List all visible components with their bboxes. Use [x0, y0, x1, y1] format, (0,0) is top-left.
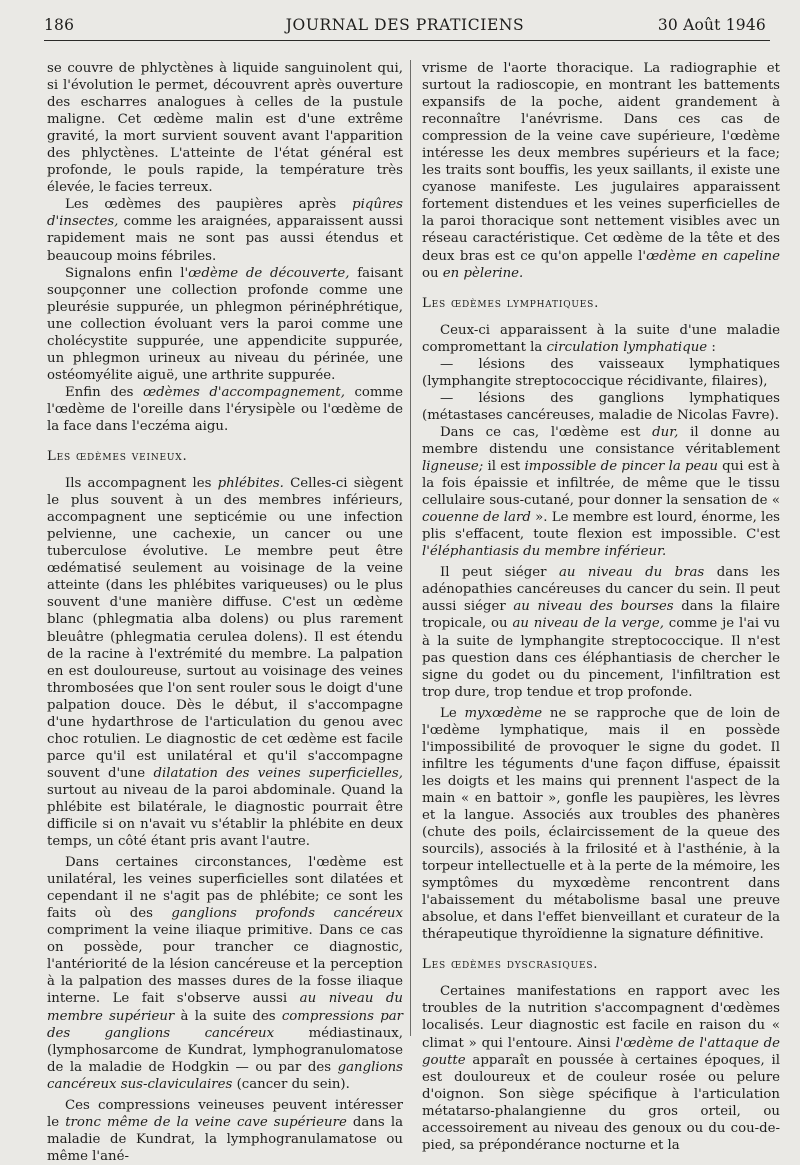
paragraph: vrisme de l'aorte thoracique. La radiographie et surtout la radioscopie, en montrant les battements expansifs de la poche, aident grandement à reconnaître l'anévrisme. Dans ces cas de compression de la veine cave supérieure, l'œdème intéresse les deux membres supérieurs et la face; les traits sont bouffis, les yeux saillants, il existe une cyanose manifeste. Les jugulaires apparaissent fortement distendues et les veines superficielles de la paroi thoracique sont nettement visibles avec un réseau caractéristique. Cet œdème de la tête et des deux bras est ce qu'on appelle l'œdème en capeline ou en pèlerine. — [422, 61, 780, 281]
paragraph: Dans ce cas, l'œdème est dur, il donne au membre distendu une consistance véritablement ligneuse; il est impossible de pincer la peau qui est à la fois épaissie et infiltrée, de même que le tissu cellulaire sous-cutané, pour donner la sensation de « couenne de lard ». Le membre est lourd, énorme, les plis s'effacent, toute flexion est impossible. C'est l'éléphantiasis du membre inférieur. — [422, 424, 781, 560]
page-number: 186 — [44, 16, 75, 34]
paragraph: Certaines manifestations en rapport avec les troubles de la nutrition s'accompagnent d'œdèmes localisés. Leur diagnostic est facile en raison du « climat » qui l'entoure. Ainsi l'œdème de l'attaque de goutte apparaît en poussée à certaines époques, il est douloureux et de couleur rosée ou pelure d'oignon. Son siège spécifique à l'articulation métatarso-phalangienne du gros orteil, ou accessoirement au niveau des genoux ou du cou-de-pied, sa prépondérance nocturne et la — [422, 984, 780, 1153]
paragraph: Enfin des œdèmes d'accompagnement, comme l'œdème de l'oreille dans l'érysipèle ou l'œdème de la face dans l'eczéma aigu. — [47, 384, 404, 434]
section-heading-dyscrasiques: Les œdèmes dyscrasiques. — [422, 957, 599, 973]
right-column — [422, 60, 780, 1154]
paragraph: Ils accompagnent les phlébites. Celles-ci siègent le plus souvent à un des membres inférieurs, accompagnent une septicémie ou une infection pelvienne, une cachexie, un cancer ou une tuberculose évolutive. Le membre peut être œdématisé seulement au voisinage de la veine atteinte (dans les phlébites variqueuses) ou le plus souvent d'une manière diffuse. C'est un œdème blanc (phlegmatia alba dolens) ou plus rarement bleuâtre (phlegmatia cerulea dolens). Il est étendu de la racine à l'extrémité du membre. La palpation en est douloureuse, surtout au voisinage des veines thrombosées que l'on sent rouler sous le doigt d'une palpation douce. Dès le début, il s'accompagne d'une hydarthrose de l'articulation du genou avec choc rotulien. Le diagnostic de cet œdème est facile parce qu'il est unilatéral et qu'il s'accompagne souvent d'une dilatation des veines superficielles, surtout au niveau de la paroi abdominale. Quand la phlébite est bilatérale, le diagnostic pourrait être difficile si on n'avait vu s'établir la phlébite en deux temps, un côté étant pris avant l'autre. — [47, 476, 403, 850]
paragraph: Ces compressions veineuses peuvent intéresser le tronc même de la veine cave supérieure dans la maladie de Kundrat, la lymphogranulamatose ou même l'ané- — [47, 1097, 404, 1164]
paragraph: Le myxœdème ne se rapproche que de loin de l'œdème lymphatique, mais il en possède l'impossibilité de provoquer le signe du godet. Il infiltre les téguments d'une façon diffuse, épaissit les doigts et les mains qui prennent l'aspect de la main « en battoir », gonfle les paupières, les lèvres et la langue. Associés aux troubles des phanères (chute des poils, éclaircissement de la queue des sourcils), associés à la frilosité et à l'asthénie, à la torpeur intellectuelle et à la perte de la mémoire, les symptômes du myxœdème rencontrent dans l'abaissement du métabolisme basal une preuve absolue, et dans l'effet bienveillant et curateur de la thérapeutique thyroïdienne la signature définitive. — [422, 705, 780, 943]
running-header — [44, 14, 766, 38]
column-divider — [410, 60, 411, 1036]
header-rule — [44, 40, 770, 41]
paragraph: Signalons enfin l'œdème de découverte, faisant soupçonner une collection profonde comme une pleurésie suppurée, un phlegmon périnéphrétique, une collection évoluant vers la paroi comme une cholécystite suppurée, une appendicite suppurée, un phlegmon urineux au niveau du périnée, une ostéomyélite aiguë, une arthrite suppurée. — [47, 265, 403, 383]
journal-title: JOURNAL DES PRATICIENS — [285, 16, 525, 34]
paragraph: Ceux-ci apparaissent à la suite d'une maladie compromettant la circulation lymphatique : — [422, 322, 780, 355]
left-column — [47, 60, 403, 1165]
section-heading-veineux: Les œdèmes veineux. — [47, 449, 188, 465]
paragraph: Les œdèmes des paupières après piqûres d'insectes, comme les araignées, apparaissent aussi rapidement mais ne sont pas aussi étendus et beaucoup moins fébriles. — [47, 197, 403, 264]
paragraph: Dans certaines circonstances, l'œdème est unilatéral, les veines superficielles sont dilatées et cependant il ne s'agit pas de phlébite; ce sont les faits où des ganglions profonds cancéreux compriment la veine iliaque primitive. Dans ce cas on possède, pour trancher ce diagnostic, l'antériorité de la lésion cancéreuse et la perception à la palpation des masses dures de la fosse iliaque interne. Le fait s'observe aussi au niveau du membre supérieur à la suite des compressions par des ganglions cancéreux médiastinaux, (lymphosarcome de Kundrat, lymphogranulomatose de la maladie de Hodgkin — ou par des ganglions cancéreux sus-claviculaires (cancer du sein). — [47, 855, 403, 1092]
issue-date: 30 Août 1946 — [657, 16, 766, 34]
paragraph: — lésions des ganglions lymphatiques (métastases cancéreuses, maladie de Nicolas Favre). — [422, 390, 780, 423]
section-heading-lymphatiques: Les œdèmes lymphatiques. — [422, 295, 600, 311]
paragraph: — lésions des vaisseaux lymphatiques (lymphangite streptococcique récidivante, filaires), — [422, 356, 780, 389]
paragraph: Il peut siéger au niveau du bras dans les adénopathies cancéreuses du cancer du sein. Il peut aussi siéger au niveau des bourses dans la filaire tropicale, ou au niveau de la verge, comme je l'ai vu à la suite de lymphangite streptococcique. Il n'est pas question dans ces éléphantiasis de chercher le signe du godet ou du pincement, l'infiltration est trop dure, trop tendue et trop profonde. — [422, 565, 781, 700]
paragraph: se couvre de phlyctènes à liquide sanguinolent qui, si l'évolution le permet, découvrent après ouverture des escharres analogues à celles de la pustule maligne. Cet œdème malin est d'une extrême gravité, la mort survient souvent avant l'apparition des phlyctènes. L'atteinte de l'état général est profonde, le pouls rapide, la température très élevée, le facies terreux. — [47, 61, 403, 196]
